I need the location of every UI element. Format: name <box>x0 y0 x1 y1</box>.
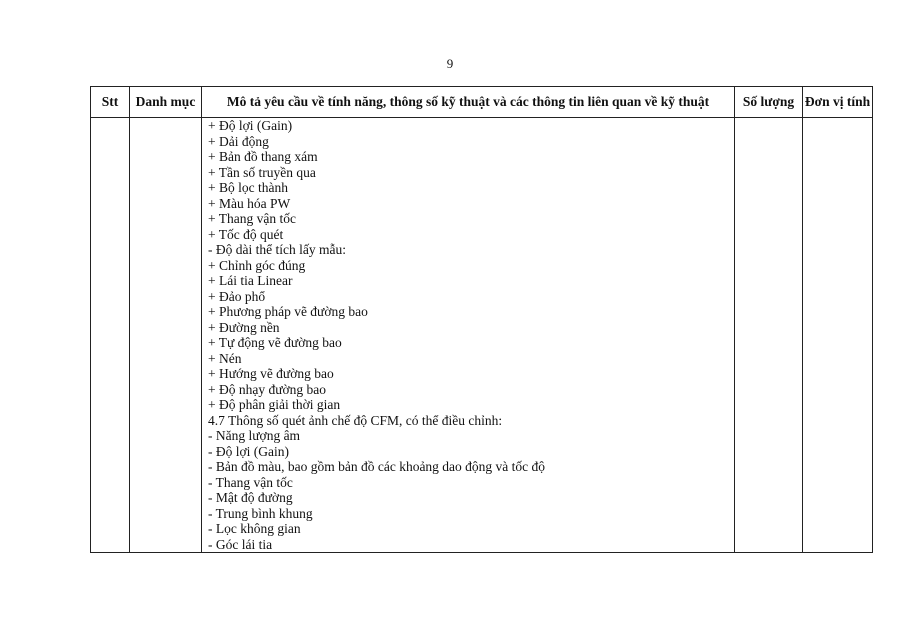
description-line: - Trung bình khung <box>208 505 313 521</box>
table-row <box>91 118 873 553</box>
unit-cell <box>803 118 873 553</box>
description-line: + Thang vận tốc <box>208 211 296 226</box>
description-line: + Lái tia Linear <box>208 273 293 288</box>
header-category: Danh mục <box>130 87 202 118</box>
description-line: + Màu hóa PW <box>208 195 291 211</box>
quantity-cell <box>735 118 803 553</box>
description-line: 4.7 Thông số quét ảnh chế độ CFM, có thể điều chỉnh: <box>208 412 503 428</box>
description-line: - Thang vận tốc <box>208 474 293 490</box>
page-number: 9 <box>446 56 454 71</box>
description-line: + Tự động vẽ đường bao <box>208 335 342 350</box>
description-line: + Dải động <box>208 133 269 149</box>
description-line: + Độ nhạy đường bao <box>208 381 327 397</box>
description-line: + Chỉnh góc đúng <box>208 257 306 273</box>
description-line: + Bản đồ thang xám <box>208 149 318 164</box>
header-description: Mô tả yêu cầu về tính năng, thông số kỹ thuật và các thông tin liên quan về kỹ thuật <box>202 87 735 118</box>
description-line: + Độ lợi (Gain) <box>208 118 293 133</box>
table-header-row <box>91 87 873 118</box>
header-quantity: Số lượng <box>735 87 803 118</box>
description-line: - Mật độ đường <box>208 490 293 505</box>
description-line: + Độ phân giải thời gian <box>208 397 341 412</box>
category-cell <box>130 118 202 553</box>
description-line: + Nén <box>208 350 242 366</box>
spec-table <box>90 86 873 553</box>
description-line: + Tốc độ quét <box>208 226 284 242</box>
description-line: + Tần số truyền qua <box>208 164 316 180</box>
description-line: + Phương pháp vẽ đường bao <box>208 304 368 319</box>
description-line: - Lọc không gian <box>208 521 301 536</box>
description-lines <box>208 118 734 552</box>
description-cell <box>202 118 735 553</box>
description-line: + Hướng vẽ đường bao <box>208 366 334 381</box>
description-line: - Bản đồ màu, bao gồm bản đồ các khoảng dao động và tốc độ <box>208 459 546 474</box>
description-line: - Độ dài thể tích lấy mẫu: <box>208 242 346 257</box>
description-line: + Đảo phổ <box>208 288 266 304</box>
description-line: - Năng lượng âm <box>208 428 301 443</box>
description-line: + Bộ lọc thành <box>208 180 288 195</box>
description-line: - Góc lái tia <box>208 536 273 552</box>
header-unit: Đơn vị tính <box>803 87 873 118</box>
stt-cell <box>91 118 130 553</box>
description-line: + Đường nền <box>208 319 280 335</box>
header-stt: Stt <box>91 87 130 118</box>
description-line: - Độ lợi (Gain) <box>208 443 289 459</box>
